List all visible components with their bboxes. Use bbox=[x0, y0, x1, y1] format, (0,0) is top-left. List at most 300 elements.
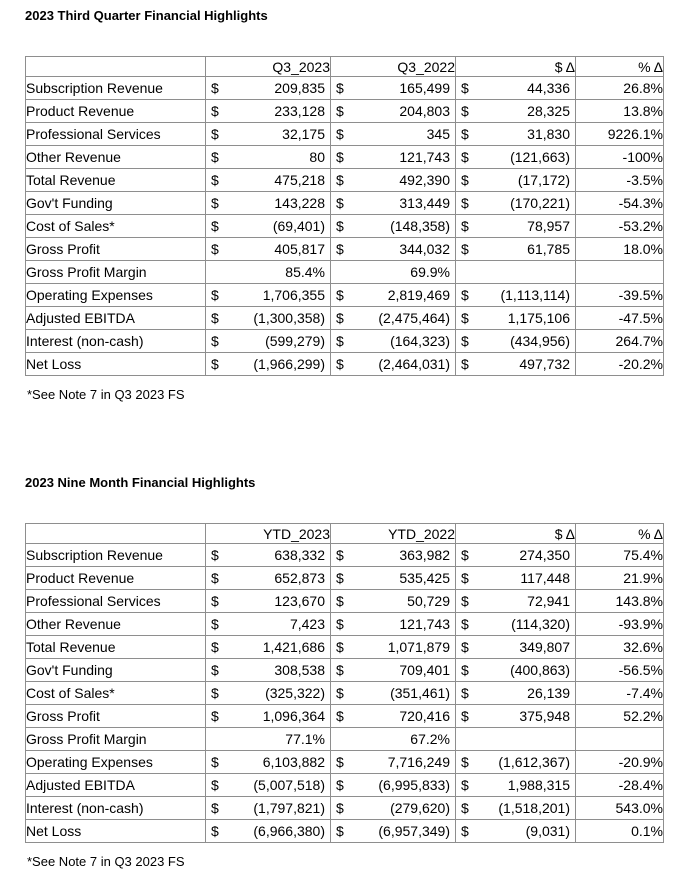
table-row bbox=[26, 169, 664, 192]
value-cell bbox=[206, 728, 331, 751]
value-wrap bbox=[331, 287, 455, 303]
currency-symbol: $ bbox=[211, 356, 219, 372]
value-cell bbox=[206, 705, 331, 728]
value-wrap bbox=[456, 149, 575, 165]
header-cell: YTD_2023 bbox=[206, 524, 331, 544]
value-wrap bbox=[331, 593, 455, 609]
value-wrap bbox=[456, 333, 575, 349]
amount: (351,461) bbox=[390, 685, 450, 701]
value-wrap bbox=[456, 570, 575, 586]
currency-symbol: $ bbox=[211, 126, 219, 142]
percent-cell: -93.9% bbox=[576, 613, 664, 636]
percent-cell: 264.7% bbox=[576, 330, 664, 353]
value-wrap bbox=[206, 103, 330, 119]
value-wrap bbox=[206, 570, 330, 586]
value-wrap bbox=[456, 639, 575, 655]
percent-cell: 32.6% bbox=[576, 636, 664, 659]
row-label: Cost of Sales* bbox=[26, 215, 206, 238]
value-wrap bbox=[206, 616, 330, 632]
value-wrap bbox=[331, 731, 455, 747]
nine-month-highlights-section bbox=[0, 475, 686, 869]
value-wrap bbox=[331, 356, 455, 372]
table-row bbox=[26, 192, 664, 215]
currency-symbol: $ bbox=[211, 241, 219, 257]
currency-symbol: $ bbox=[211, 195, 219, 211]
value-cell bbox=[331, 192, 456, 215]
amount: 117,448 bbox=[520, 570, 570, 586]
amount: (1,612,367) bbox=[498, 754, 570, 770]
amount: 32,175 bbox=[282, 126, 325, 142]
row-label: Gov't Funding bbox=[26, 192, 206, 215]
value-wrap bbox=[456, 777, 575, 793]
amount: (69,401) bbox=[272, 218, 325, 234]
table-row bbox=[26, 659, 664, 682]
amount: (5,007,518) bbox=[253, 777, 325, 793]
percent-cell: -28.4% bbox=[576, 774, 664, 797]
row-label: Professional Services bbox=[26, 590, 206, 613]
amount: (114,320) bbox=[511, 616, 570, 632]
value-wrap bbox=[456, 800, 575, 816]
currency-symbol: $ bbox=[461, 754, 469, 770]
currency-symbol: $ bbox=[211, 800, 219, 816]
amount: 363,982 bbox=[399, 547, 450, 563]
value-wrap bbox=[331, 662, 455, 678]
value-cell bbox=[206, 567, 331, 590]
currency-symbol: $ bbox=[461, 823, 469, 839]
q3-table-body bbox=[26, 57, 664, 376]
value-cell bbox=[206, 123, 331, 146]
currency-symbol: $ bbox=[211, 333, 219, 349]
percent-cell: 143.8% bbox=[576, 590, 664, 613]
amount: 7,423 bbox=[289, 616, 325, 632]
header-cell: YTD_2022 bbox=[331, 524, 456, 544]
value-wrap bbox=[206, 593, 330, 609]
value-cell bbox=[456, 728, 576, 751]
value-cell bbox=[206, 353, 331, 376]
currency-symbol: $ bbox=[461, 333, 469, 349]
amount: 709,401 bbox=[399, 662, 450, 678]
value-wrap bbox=[456, 310, 575, 326]
amount: 652,873 bbox=[274, 570, 325, 586]
value-wrap bbox=[331, 126, 455, 142]
percent-cell: 0.1% bbox=[576, 820, 664, 843]
row-label: Professional Services bbox=[26, 123, 206, 146]
q3-highlights-section bbox=[0, 0, 686, 402]
row-label: Total Revenue bbox=[26, 169, 206, 192]
amount: (1,300,358) bbox=[253, 310, 325, 326]
value-wrap bbox=[331, 218, 455, 234]
table-row bbox=[26, 774, 664, 797]
table-row bbox=[26, 728, 664, 751]
value-cell bbox=[331, 238, 456, 261]
amount: 165,499 bbox=[399, 80, 450, 96]
value-wrap bbox=[206, 126, 330, 142]
value-cell bbox=[331, 590, 456, 613]
amount: 7,716,249 bbox=[387, 754, 450, 770]
value-cell bbox=[206, 659, 331, 682]
value-wrap bbox=[456, 754, 575, 770]
currency-symbol: $ bbox=[461, 80, 469, 96]
currency-symbol: $ bbox=[461, 103, 469, 119]
amount: (6,995,833) bbox=[378, 777, 450, 793]
value-wrap bbox=[456, 662, 575, 678]
percent-cell: 21.9% bbox=[576, 567, 664, 590]
amount: 345 bbox=[426, 126, 450, 142]
percent-cell: -20.9% bbox=[576, 751, 664, 774]
value-cell bbox=[331, 169, 456, 192]
currency-symbol: $ bbox=[336, 570, 344, 586]
row-label: Cost of Sales* bbox=[26, 682, 206, 705]
value-cell bbox=[206, 797, 331, 820]
currency-symbol: $ bbox=[336, 310, 344, 326]
amount: 720,416 bbox=[399, 708, 450, 724]
value-cell bbox=[206, 613, 331, 636]
amount: 6,103,882 bbox=[262, 754, 325, 770]
value-wrap bbox=[456, 241, 575, 257]
table-row bbox=[26, 284, 664, 307]
value-cell bbox=[456, 567, 576, 590]
row-label: Net Loss bbox=[26, 353, 206, 376]
table-row bbox=[26, 705, 664, 728]
currency-symbol: $ bbox=[211, 570, 219, 586]
currency-symbol: $ bbox=[211, 287, 219, 303]
value-cell bbox=[206, 146, 331, 169]
row-label: Subscription Revenue bbox=[26, 77, 206, 100]
amount: (6,966,380) bbox=[253, 823, 325, 839]
percent-cell: 18.0% bbox=[576, 238, 664, 261]
currency-symbol: $ bbox=[336, 218, 344, 234]
value-wrap bbox=[206, 356, 330, 372]
currency-symbol: $ bbox=[336, 195, 344, 211]
amount: 67.2% bbox=[410, 731, 450, 747]
amount: 61,785 bbox=[527, 241, 570, 257]
currency-symbol: $ bbox=[461, 593, 469, 609]
amount: 2,819,469 bbox=[387, 287, 450, 303]
amount: 308,538 bbox=[274, 662, 325, 678]
row-label: Other Revenue bbox=[26, 146, 206, 169]
currency-symbol: $ bbox=[461, 149, 469, 165]
value-wrap bbox=[206, 310, 330, 326]
currency-symbol: $ bbox=[336, 777, 344, 793]
amount: 1,071,879 bbox=[387, 639, 450, 655]
value-cell bbox=[456, 192, 576, 215]
value-cell bbox=[331, 613, 456, 636]
currency-symbol: $ bbox=[336, 616, 344, 632]
currency-symbol: $ bbox=[211, 547, 219, 563]
value-cell bbox=[331, 353, 456, 376]
table-row bbox=[26, 77, 664, 100]
value-wrap bbox=[206, 754, 330, 770]
value-wrap bbox=[206, 731, 330, 747]
percent-cell: 26.8% bbox=[576, 77, 664, 100]
percent-cell: 543.0% bbox=[576, 797, 664, 820]
row-label: Gov't Funding bbox=[26, 659, 206, 682]
value-cell bbox=[331, 146, 456, 169]
percent-cell: -3.5% bbox=[576, 169, 664, 192]
amount: 274,350 bbox=[519, 547, 570, 563]
amount: 492,390 bbox=[399, 172, 450, 188]
value-wrap bbox=[206, 800, 330, 816]
amount: 313,449 bbox=[399, 195, 450, 211]
percent-cell bbox=[576, 728, 664, 751]
table-row bbox=[26, 353, 664, 376]
amount: 121,743 bbox=[399, 149, 450, 165]
currency-symbol: $ bbox=[336, 356, 344, 372]
header-empty-cell bbox=[26, 524, 206, 544]
currency-symbol: $ bbox=[461, 662, 469, 678]
amount: 31,830 bbox=[527, 126, 570, 142]
amount: (121,663) bbox=[510, 149, 570, 165]
row-label: Subscription Revenue bbox=[26, 544, 206, 567]
percent-cell bbox=[576, 261, 664, 284]
percent-cell: -39.5% bbox=[576, 284, 664, 307]
value-wrap bbox=[456, 708, 575, 724]
table-row bbox=[26, 330, 664, 353]
value-cell bbox=[456, 353, 576, 376]
row-label: Product Revenue bbox=[26, 100, 206, 123]
currency-symbol: $ bbox=[336, 149, 344, 165]
amount: 80 bbox=[309, 149, 325, 165]
currency-symbol: $ bbox=[211, 823, 219, 839]
currency-symbol: $ bbox=[461, 126, 469, 142]
percent-cell: -47.5% bbox=[576, 307, 664, 330]
value-cell bbox=[456, 797, 576, 820]
percent-cell: 75.4% bbox=[576, 544, 664, 567]
row-label: Total Revenue bbox=[26, 636, 206, 659]
value-wrap bbox=[206, 195, 330, 211]
value-wrap bbox=[331, 800, 455, 816]
value-wrap bbox=[456, 356, 575, 372]
currency-symbol: $ bbox=[211, 593, 219, 609]
amount: 121,743 bbox=[399, 616, 450, 632]
value-wrap bbox=[331, 547, 455, 563]
amount: 349,807 bbox=[519, 639, 570, 655]
value-wrap bbox=[331, 685, 455, 701]
value-cell bbox=[206, 238, 331, 261]
row-label: Gross Profit bbox=[26, 705, 206, 728]
value-wrap bbox=[456, 547, 575, 563]
row-label: Gross Profit Margin bbox=[26, 728, 206, 751]
value-wrap bbox=[206, 80, 330, 96]
value-cell bbox=[206, 284, 331, 307]
amount: 69.9% bbox=[410, 264, 450, 280]
amount: 77.1% bbox=[285, 731, 325, 747]
currency-symbol: $ bbox=[461, 195, 469, 211]
value-wrap bbox=[456, 103, 575, 119]
currency-symbol: $ bbox=[461, 356, 469, 372]
amount: (434,956) bbox=[510, 333, 570, 349]
amount: 85.4% bbox=[285, 264, 325, 280]
currency-symbol: $ bbox=[211, 218, 219, 234]
currency-symbol: $ bbox=[336, 241, 344, 257]
value-wrap bbox=[331, 777, 455, 793]
value-cell bbox=[206, 774, 331, 797]
value-cell bbox=[331, 636, 456, 659]
value-cell bbox=[206, 636, 331, 659]
currency-symbol: $ bbox=[211, 103, 219, 119]
q3-section-title: 2023 Third Quarter Financial Highlights bbox=[25, 8, 268, 23]
amount: (599,279) bbox=[265, 333, 325, 349]
value-cell bbox=[456, 774, 576, 797]
value-wrap bbox=[331, 639, 455, 655]
amount: 26,139 bbox=[527, 685, 570, 701]
currency-symbol: $ bbox=[336, 593, 344, 609]
currency-symbol: $ bbox=[211, 777, 219, 793]
value-cell bbox=[456, 613, 576, 636]
value-cell bbox=[206, 169, 331, 192]
amount: (325,322) bbox=[265, 685, 325, 701]
value-wrap bbox=[206, 241, 330, 257]
percent-cell: -54.3% bbox=[576, 192, 664, 215]
currency-symbol: $ bbox=[461, 639, 469, 655]
currency-symbol: $ bbox=[211, 80, 219, 96]
currency-symbol: $ bbox=[336, 172, 344, 188]
nine-month-footnote: *See Note 7 in Q3 2023 FS bbox=[27, 854, 185, 869]
value-cell bbox=[331, 284, 456, 307]
value-wrap bbox=[456, 126, 575, 142]
currency-symbol: $ bbox=[461, 547, 469, 563]
value-cell bbox=[456, 330, 576, 353]
header-empty-cell bbox=[26, 57, 206, 77]
value-cell bbox=[331, 261, 456, 284]
amount: 1,421,686 bbox=[262, 639, 325, 655]
value-cell bbox=[206, 820, 331, 843]
currency-symbol: $ bbox=[336, 103, 344, 119]
row-label: Gross Profit bbox=[26, 238, 206, 261]
value-wrap bbox=[456, 287, 575, 303]
value-cell bbox=[331, 751, 456, 774]
value-wrap bbox=[456, 616, 575, 632]
value-wrap bbox=[331, 195, 455, 211]
value-wrap bbox=[331, 754, 455, 770]
amount: 1,175,106 bbox=[507, 310, 570, 326]
amount: (17,172) bbox=[517, 172, 570, 188]
value-cell bbox=[206, 330, 331, 353]
row-label: Other Revenue bbox=[26, 613, 206, 636]
table-row bbox=[26, 215, 664, 238]
value-cell bbox=[331, 100, 456, 123]
value-wrap bbox=[331, 172, 455, 188]
value-cell bbox=[331, 544, 456, 567]
value-cell bbox=[456, 590, 576, 613]
value-cell bbox=[456, 307, 576, 330]
currency-symbol: $ bbox=[336, 662, 344, 678]
amount: (164,323) bbox=[390, 333, 450, 349]
value-cell bbox=[456, 659, 576, 682]
value-cell bbox=[456, 215, 576, 238]
value-cell bbox=[331, 659, 456, 682]
currency-symbol: $ bbox=[336, 547, 344, 563]
value-cell bbox=[331, 728, 456, 751]
currency-symbol: $ bbox=[461, 616, 469, 632]
value-wrap bbox=[456, 172, 575, 188]
value-wrap bbox=[206, 685, 330, 701]
table-row bbox=[26, 751, 664, 774]
amount: (400,863) bbox=[510, 662, 570, 678]
value-cell bbox=[331, 123, 456, 146]
value-wrap bbox=[206, 777, 330, 793]
value-wrap bbox=[206, 823, 330, 839]
amount: 28,325 bbox=[527, 103, 570, 119]
amount: 497,732 bbox=[519, 356, 570, 372]
value-cell bbox=[456, 169, 576, 192]
currency-symbol: $ bbox=[461, 800, 469, 816]
value-wrap bbox=[331, 241, 455, 257]
value-wrap bbox=[456, 80, 575, 96]
currency-symbol: $ bbox=[336, 708, 344, 724]
amount: (1,966,299) bbox=[253, 356, 325, 372]
amount: 72,941 bbox=[527, 593, 570, 609]
value-cell bbox=[456, 705, 576, 728]
amount: 344,032 bbox=[399, 241, 450, 257]
currency-symbol: $ bbox=[461, 218, 469, 234]
header-cell: Q3_2023 bbox=[206, 57, 331, 77]
header-cell: % Δ bbox=[576, 524, 664, 544]
amount: (170,221) bbox=[510, 195, 570, 211]
row-label: Operating Expenses bbox=[26, 751, 206, 774]
row-label: Interest (non-cash) bbox=[26, 330, 206, 353]
currency-symbol: $ bbox=[336, 685, 344, 701]
amount: (6,957,349) bbox=[378, 823, 450, 839]
value-cell bbox=[206, 751, 331, 774]
q3-financial-table bbox=[25, 56, 664, 376]
value-wrap bbox=[331, 310, 455, 326]
amount: 209,835 bbox=[274, 80, 325, 96]
currency-symbol: $ bbox=[336, 80, 344, 96]
currency-symbol: $ bbox=[461, 310, 469, 326]
currency-symbol: $ bbox=[211, 149, 219, 165]
value-wrap bbox=[331, 80, 455, 96]
currency-symbol: $ bbox=[336, 800, 344, 816]
nine-month-section-title: 2023 Nine Month Financial Highlights bbox=[25, 475, 256, 490]
amount: 143,228 bbox=[274, 195, 325, 211]
amount: (9,031) bbox=[525, 823, 570, 839]
value-wrap bbox=[206, 547, 330, 563]
value-cell bbox=[456, 682, 576, 705]
currency-symbol: $ bbox=[211, 754, 219, 770]
value-wrap bbox=[206, 708, 330, 724]
table-row bbox=[26, 590, 664, 613]
percent-cell: -7.4% bbox=[576, 682, 664, 705]
value-cell bbox=[456, 284, 576, 307]
table-row bbox=[26, 544, 664, 567]
value-cell bbox=[206, 100, 331, 123]
value-cell bbox=[206, 215, 331, 238]
currency-symbol: $ bbox=[461, 287, 469, 303]
value-cell bbox=[206, 261, 331, 284]
currency-symbol: $ bbox=[336, 333, 344, 349]
amount: 204,803 bbox=[399, 103, 450, 119]
row-label: Interest (non-cash) bbox=[26, 797, 206, 820]
value-wrap bbox=[331, 333, 455, 349]
value-wrap bbox=[331, 570, 455, 586]
header-cell: % Δ bbox=[576, 57, 664, 77]
q3-footnote: *See Note 7 in Q3 2023 FS bbox=[27, 387, 185, 402]
currency-symbol: $ bbox=[461, 685, 469, 701]
value-cell bbox=[206, 307, 331, 330]
percent-cell: -20.2% bbox=[576, 353, 664, 376]
value-cell bbox=[331, 330, 456, 353]
amount: (148,358) bbox=[390, 218, 450, 234]
currency-symbol: $ bbox=[461, 777, 469, 793]
header-row bbox=[26, 524, 664, 544]
value-wrap bbox=[331, 823, 455, 839]
value-cell bbox=[456, 820, 576, 843]
table-row bbox=[26, 820, 664, 843]
value-wrap bbox=[331, 103, 455, 119]
currency-symbol: $ bbox=[211, 685, 219, 701]
currency-symbol: $ bbox=[336, 287, 344, 303]
